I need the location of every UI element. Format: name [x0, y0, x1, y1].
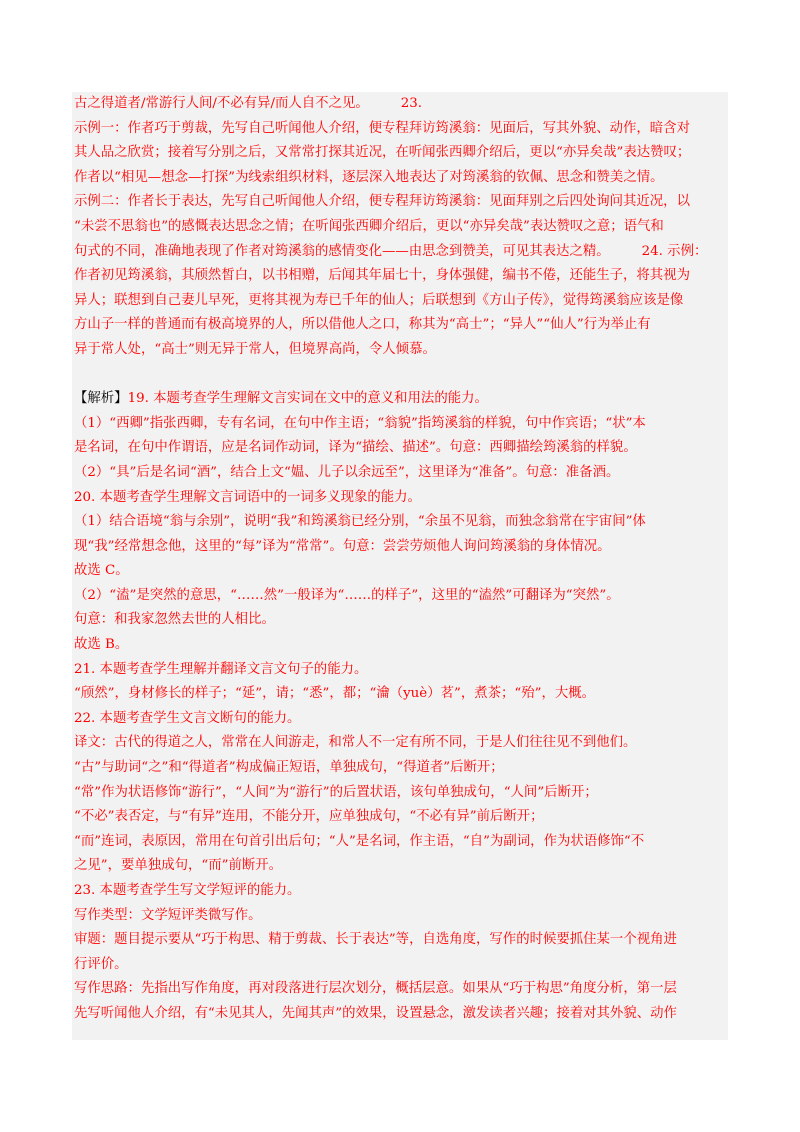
analysis-line: 故选 B。: [74, 637, 129, 653]
answer-line: 示例一：作者巧于剪裁，先写自己听闻他人介绍，便专程拜访筠溪翁：见面后，写其外貌、动作，暗含对: [74, 120, 690, 136]
answer-line: 作者以“相见—想念—打探”为线索组织材料，逐层深入地表达了对筠溪翁的钦佩、思念和赞美之情。: [74, 169, 664, 185]
answer-line: 异于常人处，“高士”则无异于常人，但境界高尚，令人倾慕。: [74, 341, 436, 357]
answer-line: 异人；联想到自己妻儿早死，更将其视为寿已千年的仙人；后联想到《方山子传》，觉得筠溪翁应该是像: [74, 292, 684, 308]
analysis-line: （2）“溘”是突然的意思，“……然”一般译为“……的样子”，这里的“溘然”可翻译为“突然”。: [74, 587, 620, 603]
analysis-line: （2）“具”后是名词“酒”，结合上文“媪、儿子以余远至”，这里译为“准备”。句意：准备酒。: [74, 464, 620, 480]
answer-line: 其人品之欣赏；接着写分别之后，又常常打探其近况，在听闻张西卿介绍后，更以“亦异矣哉”表达赞叹；: [74, 145, 691, 161]
analysis-line: “而”连词，表原因，常用在句首引出后句；“人”是名词，作主语，“自”为副词，作为状语修饰“不: [74, 833, 645, 849]
analysis-line: “不必”表否定，与“有异”连用，不能分开，应单独成句，“不必有异”前后断开；: [74, 809, 544, 825]
answer-line: “未尝不思翁也”的感慨表达思念之情；在听闻张西卿介绍后，更以“亦异矣哉”表达赞叹之意；语气和: [74, 218, 664, 234]
answer-line: 作者初见筠溪翁，其颀然皙白，以书相赠，后闻其年届七十，身体强健，编书不倦，还能生子，将其视为: [74, 268, 690, 284]
analysis-line: （1）“西卿”指张西卿，专有名词，在句中作主语；“翁貌”指筠溪翁的样貌，句中作宾语；“状”本: [74, 415, 646, 431]
analysis-line: 20. 本题考查学生理解文言词语中的一词多义现象的能力。: [74, 489, 421, 505]
analysis-line: 23. 本题考查学生写文学短评的能力。: [74, 883, 301, 898]
analysis-line: “常”作为状语修饰“游行”，“人间”为“游行”的后置状语，该句单独成句，“人间”后断开；: [74, 784, 598, 800]
analysis-line: 句意：和我家忽然去世的人相比。: [74, 612, 275, 628]
answer-line: 示例二：作者长于表达，先写自己听闻他人介绍，便专程拜访筠溪翁：见面拜别之后四处询问其近况，以: [74, 194, 690, 210]
analysis-line: 之见”，要单独成句，“而”前断开。: [74, 858, 283, 874]
analysis-line: 译文：古代的得道之人，常常在人间游走，和常人不一定有所不同，于是人们往往见不到他们。: [74, 735, 637, 751]
analysis-line: 22. 本题考查学生文言文断句的能力。: [74, 710, 301, 726]
answer-content: [74, 92, 728, 1027]
analysis-line: 行评价。: [74, 956, 128, 972]
analysis-line: 21. 本题考查学生理解并翻译文言文句子的能力。: [74, 661, 368, 677]
analysis-line: “颀然”，身材修长的样子；“延”，请；“悉”，都；“瀹（yuè）茗”，煮茶；“殆”，大概。: [74, 686, 596, 702]
analysis-line: （1）结合语境“翁与余别”，说明“我”和筠溪翁已经分别，“余虽不见翁，而独念翁常在宇宙间”体: [74, 514, 646, 530]
analysis-line: 现“我”经常想念他，这里的“每”译为“常常”。句意：尝尝劳烦他人询问筠溪翁的身体情况。: [74, 538, 611, 554]
analysis-line: 写作类型：文学短评类微写作。: [74, 907, 262, 923]
analysis-line: 先写听闻他人介绍，有“未见其人，先闻其声”的效果，设置悬念，激发读者兴趣；接着对其外貌、动作: [74, 1005, 677, 1021]
answer-line: 句式的不同，准确地表现了作者对筠溪翁的感情变化——由思念到赞美，可见其表达之精。 24. 示例：: [74, 243, 708, 259]
analysis-tag: 【解析】: [74, 391, 128, 407]
question-number: 24. 示例：: [641, 243, 708, 259]
question-number: 23.: [400, 96, 423, 111]
analysis-line: “古”与助词“之”和“得道者”构成偏正短语，单独成句，“得道者”后断开；: [74, 760, 504, 776]
analysis-line: 是名词，在句中作谓语，应是名词作动词，译为“描绘、描述”。句意：西卿描绘筠溪翁的样貌。: [74, 440, 637, 456]
analysis-line: 审题：题目提示要从“巧于构思、精于剪裁、长于表达”等，自选角度，写作的时候要抓住某一个视角进: [74, 932, 677, 948]
analysis-line: 写作思路：先指出写作角度，再对段落进行层次划分，概括层意。如果从“巧于构思”角度分析，第一层: [74, 981, 677, 997]
answer-line: 古之得道者/常游行人间/不必有异/而人自不之见。 23.: [74, 96, 423, 111]
answer-line: 方山子一样的普通而有极高境界的人，所以借他人之口，称其为“高士”；“异人”“仙人”行为举止有: [74, 317, 651, 333]
analysis-line: 【解析】19. 本题考查学生理解文言实词在文中的意义和用法的能力。: [74, 391, 488, 407]
analysis-line: 故选 C。: [74, 563, 129, 579]
